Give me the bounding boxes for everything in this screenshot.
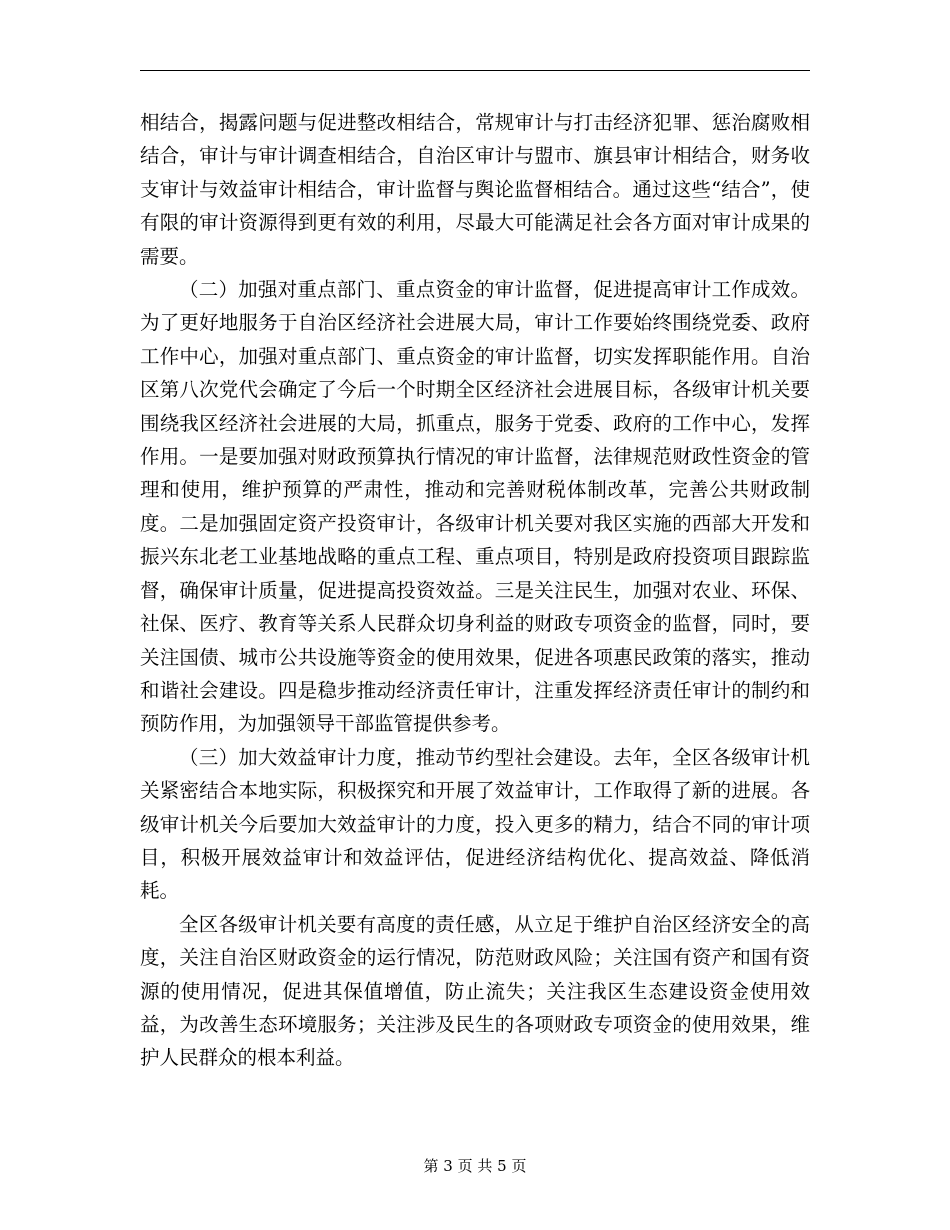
paragraph-section-two: （二）加强对重点部门、重点资金的审计监督，促进提高审计工作成效。为了更好地服务于自治区经济社会进展大局，审计工作要始终围绕党委、政府工作中心，加强对重点部门、重点资金的审计监督，切实发挥职能作用。自治区第八次党代会确定了今后一个时期全区经济社会进展目标，各级审计机关要围绕我区经济社会进展的大局，抓重点，服务于党委、政府的工作中心，发挥作用。一是要加强对财政预算执行情况的审计监督，法律规范财政性资金的管理和使用，维护预算的严肃性，推动和完善财税体制改革，完善公共财政制度。二是加强固定资产投资审计，各级审计机关要对我区实施的西部大开发和振兴东北老工业基地战略的重点工程、重点项目，特别是政府投资项目跟踪监督，确保审计质量，促进提高投资效益。三是关注民生，加强对农业、环保、社保、医疗、教育等关系人民群众切身利益的财政专项资金的监督，同时，要关注国债、城市公共设施等资金的使用效果，促进各项惠民政策的落实，推动和谐社会建设。四是稳步推动经济责任审计，注重发挥经济责任审计的制约和预防作用，为加强领导干部监管提供参考。 bbox=[140, 278, 810, 736]
header-rule bbox=[140, 70, 810, 71]
paragraph-continuation: 相结合，揭露问题与促进整改相结合，常规审计与打击经济犯罪、惩治腐败相结合，审计与审计调查相结合，自治区审计与盟市、旗县审计相结合，财务收支审计与效益审计相结合，审计监督与舆论监督相结合。通过这些“结合”，使有限的审计资源得到更有效的利用，尽最大可能满足社会各方面对审计成果的需要。 bbox=[140, 111, 810, 268]
document-body bbox=[140, 106, 810, 1075]
page-number: 第 3 页 共 5 页 bbox=[423, 1157, 527, 1175]
paragraph-section-three: （三）加大效益审计力度，推动节约型社会建设。去年，全区各级审计机关紧密结合本地实际，积极探究和开展了效益审计，工作取得了新的进展。各级审计机关今后要加大效益审计的力度，投入更多的精力，结合不同的审计项目，积极开展效益审计和效益评估，促进经济结构优化、提高效益、降低消耗。 bbox=[140, 745, 810, 903]
paragraph-conclusion: 全区各级审计机关要有高度的责任感，从立足于维护自治区经济安全的高度，关注自治区财政资金的运行情况，防范财政风险；关注国有资产和国有资源的使用情况，促进其保值增值，防止流失；关注我区生态建设资金使用效益，为改善生态环境服务；关注涉及民生的各项财政专项资金的使用效果，维护人民群众的根本利益。 bbox=[140, 912, 810, 1070]
